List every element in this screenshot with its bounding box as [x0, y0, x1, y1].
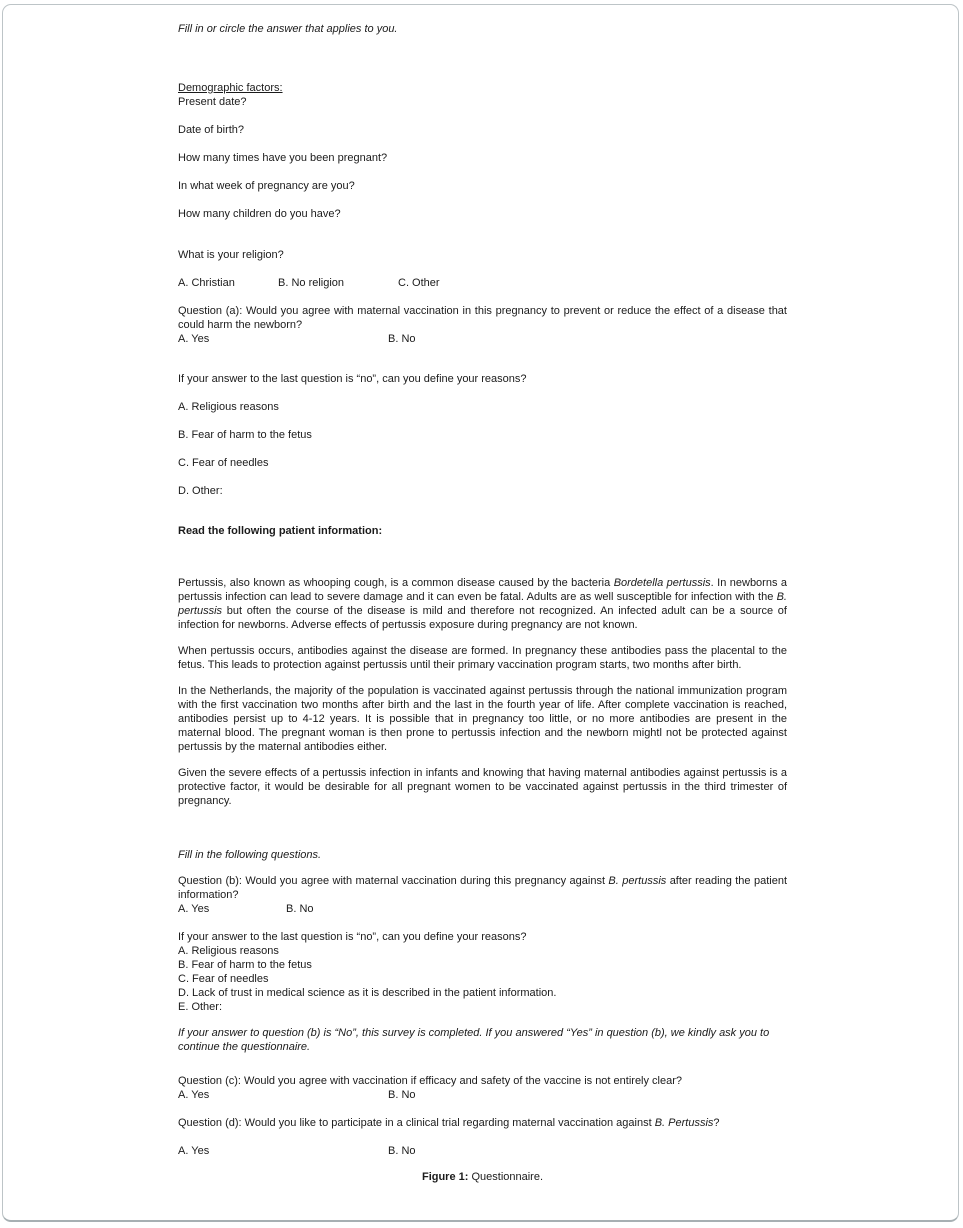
question-c-option-yes: A. Yes — [178, 1089, 210, 1101]
religion-options-row — [178, 276, 787, 290]
survey-completion-note: If your answer to question (b) is “No”, this survey is completed. If you answered “Yes” in question (b), we kindly ask you to continue the questionnaire. — [178, 1027, 770, 1053]
reasons-a-option-religious: A. Religious reasons — [178, 401, 279, 413]
patient-info-paragraph-2: When pertussis occurs, antibodies against the disease are formed. In pregnancy these antibodies pass the placental to the fetus. This leads to protection against pertussis until their primary vaccination program starts, two months after birth. — [178, 645, 787, 671]
reasons-b-option-religious: A. Religious reasons — [178, 945, 279, 957]
italic-term-b-pertussis: B. pertussis — [178, 591, 787, 617]
demographics-heading: Demographic factors: — [178, 82, 283, 94]
question-d-text — [178, 1116, 787, 1130]
text-segment: Pertussis, also known as whooping cough, is a common disease caused by the bacteria — [178, 577, 614, 589]
question-a-text: Question (a): Would you agree with maternal vaccination in this pregnancy to prevent or reduce the effect of a disease that could harm the newborn? — [178, 305, 787, 331]
question-d-option-yes: A. Yes — [178, 1145, 210, 1157]
italic-term-b-pertussis: B. Pertussis — [654, 1117, 714, 1129]
question-b-option-no: B. No — [286, 903, 314, 915]
question-b-text — [178, 874, 787, 902]
question-b-option-yes: A. Yes — [178, 903, 210, 915]
question-a-option-no: B. No — [388, 333, 416, 345]
demographic-question-times-pregnant: How many times have you been pregnant? — [178, 152, 388, 164]
demographic-question-children-count: How many children do you have? — [178, 208, 341, 220]
religion-option-no-religion: B. No religion — [278, 277, 345, 289]
italic-term-bordetella-pertussis: Bordetella pertussis — [613, 577, 711, 589]
text-segment: ? — [713, 1117, 720, 1129]
question-c-option-no: B. No — [388, 1089, 416, 1101]
question-a-options-row — [178, 332, 787, 346]
demographic-question-week-of-pregnancy: In what week of pregnancy are you? — [178, 180, 355, 192]
reasons-a-intro: If your answer to the last question is “no”, can you define your reasons? — [178, 373, 527, 385]
reasons-b-option-needles: C. Fear of needles — [178, 973, 269, 985]
reasons-a-option-other: D. Other: — [178, 485, 223, 497]
reasons-b-intro: If your answer to the last question is “no”, can you define your reasons? — [178, 931, 527, 943]
italic-term-b-pertussis: B. pertussis — [608, 875, 667, 887]
figure-caption — [178, 1170, 787, 1184]
religion-option-other: C. Other — [398, 277, 440, 289]
figure-border-frame — [2, 4, 959, 1222]
question-b-options-row — [178, 902, 787, 916]
question-c-text: Question (c): Would you agree with vaccination if efficacy and safety of the vaccine is not entirely clear? — [178, 1075, 683, 1087]
questionnaire-content — [178, 5, 787, 1184]
patient-info-paragraph-1 — [178, 576, 787, 632]
question-a-option-yes: A. Yes — [178, 333, 210, 345]
question-c-options-row — [178, 1088, 787, 1102]
text-segment: . In newborns a pertussis infection can lead to severe damage and it can even be fatal. Adults are as well susceptible for infection with the — [178, 577, 788, 603]
patient-info-heading: Read the following patient information: — [178, 525, 383, 537]
reasons-b-option-other: E. Other: — [178, 1001, 223, 1013]
text-segment: Question (b): Would you agree with maternal vaccination during this pregnancy against — [178, 875, 609, 887]
text-segment: after reading the patient information? — [178, 875, 787, 901]
question-d-option-no: B. No — [388, 1145, 416, 1157]
figure-caption-label: Figure 1: — [421, 1171, 469, 1183]
intro-instruction: Fill in or circle the answer that applies to you. — [178, 23, 398, 35]
text-segment: Question (d): Would you like to participate in a clinical trial regarding maternal vaccination against — [178, 1117, 655, 1129]
reasons-b-option-fetus-harm: B. Fear of harm to the fetus — [178, 959, 312, 971]
patient-info-paragraph-4: Given the severe effects of a pertussis infection in infants and knowing that having maternal antibodies against pertussis is a protective factor, it would be desirable for all pregnant women to be vaccinated against pertussis in the third trimester of pregnancy. — [178, 767, 787, 807]
religion-option-christian: A. Christian — [178, 277, 235, 289]
demographic-question-date-of-birth: Date of birth? — [178, 124, 245, 136]
text-segment: but often the course of the disease is mild and therefore not recognized. An infected adult can be a source of infection for newborns. Adverse effects of pertussis exposure during pregnancy are not known. — [178, 605, 787, 631]
patient-info-paragraph-3: In the Netherlands, the majority of the population is vaccinated against pertussis through the national immunization program with the first vaccination two months after birth and the last in the fourth year of life. After complete vaccination is reached, antibodies persist up to 4-12 years. It is possible that in pregnancy too little, or no more antibodies are present in the maternal blood. The pregnant woman is then prone to pertussis infection and the newborn mightl not be protected against pertussis by the maternal antibodies either. — [178, 685, 787, 753]
figure-caption-text: Questionnaire. — [468, 1171, 544, 1183]
reasons-a-option-needles: C. Fear of needles — [178, 457, 269, 469]
fill-in-instruction: Fill in the following questions. — [178, 849, 322, 861]
religion-question: What is your religion? — [178, 249, 284, 261]
question-d-options-row — [178, 1144, 787, 1158]
reasons-a-option-fetus-harm: B. Fear of harm to the fetus — [178, 429, 312, 441]
demographic-question-present-date: Present date? — [178, 96, 247, 108]
reasons-b-option-lack-of-trust: D. Lack of trust in medical science as it is described in the patient information. — [178, 987, 557, 999]
